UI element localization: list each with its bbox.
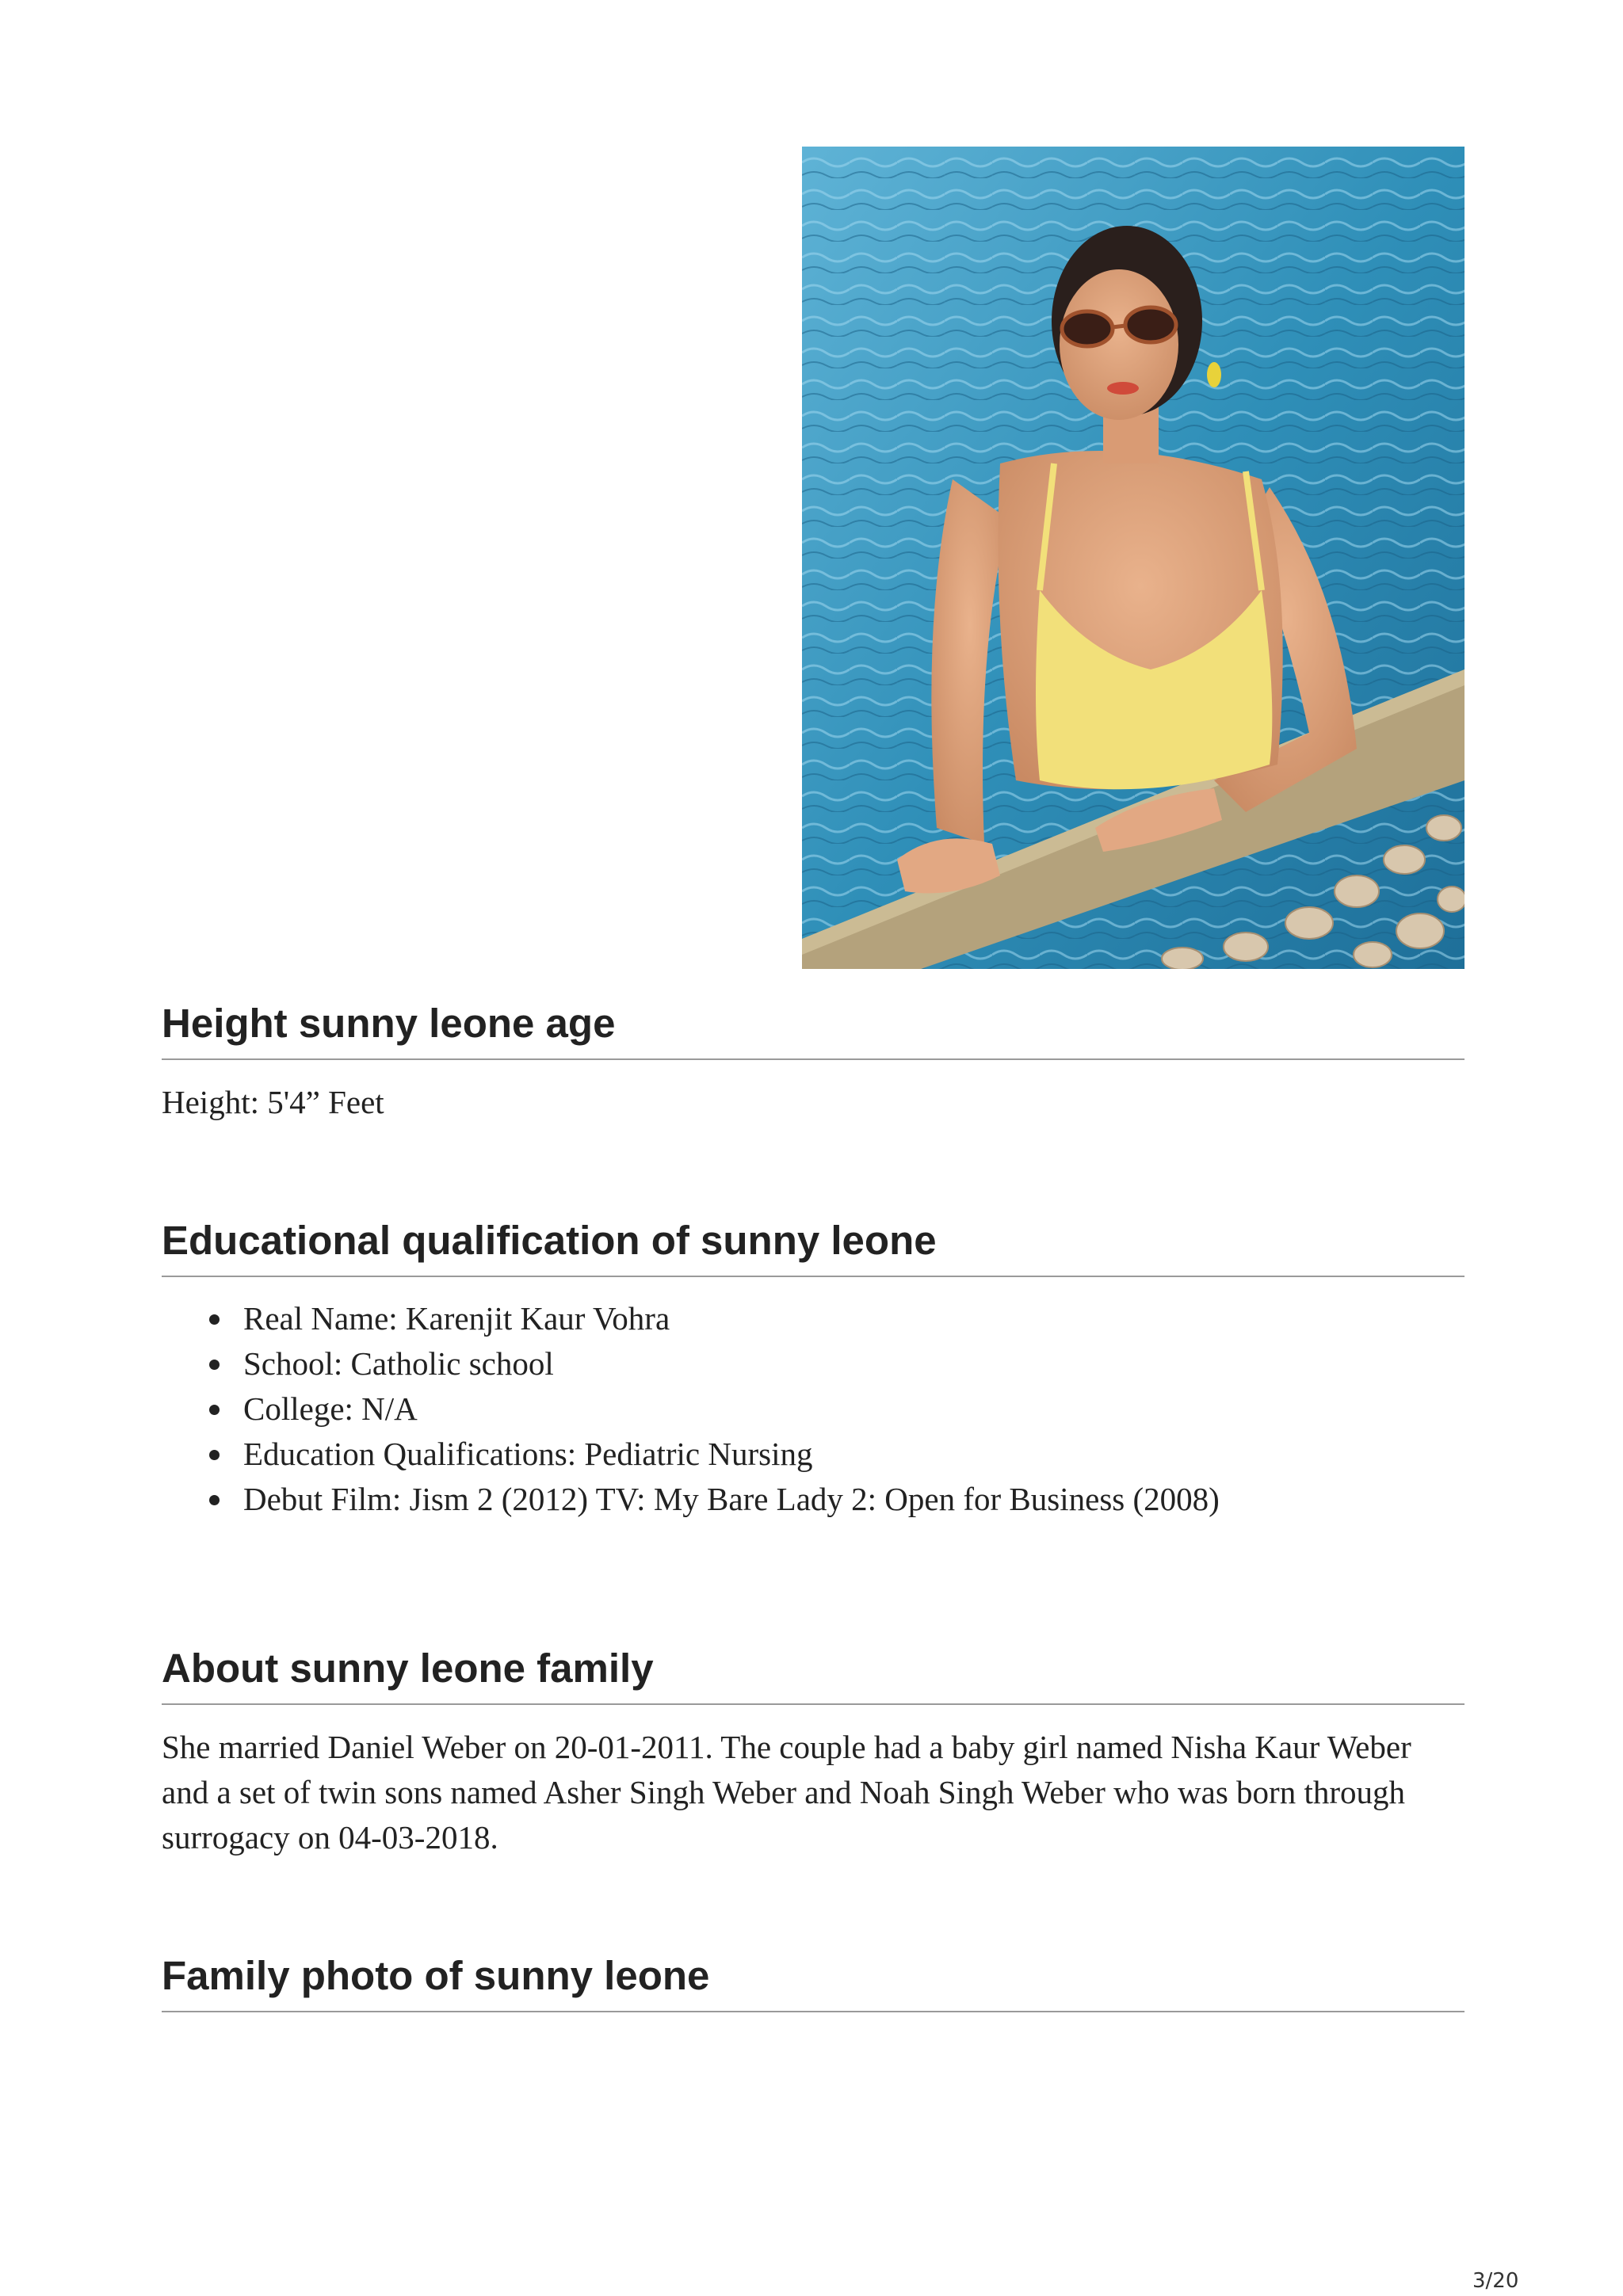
page-number: 3/20 [1472,2269,1519,2293]
height-heading: Height sunny leone age [162,1000,1465,1060]
family-heading: About sunny leone family [162,1645,1465,1705]
list-item-text: Real Name: Karenjit Kaur Vohra [243,1300,670,1337]
bullet-icon [209,1450,220,1460]
education-heading: Educational qualification of sunny leone [162,1217,1465,1277]
family-photo-heading: Family photo of sunny leone [162,1952,1465,2012]
swimsuit-photo [802,147,1465,969]
bullet-icon [209,1314,220,1325]
list-item [162,1341,1465,1386]
list-item-text: Education Qualifications: Pediatric Nursing [243,1436,813,1472]
list-item-text: School: Catholic school [243,1345,554,1382]
list-item-text: College: N/A [243,1390,418,1427]
list-item [162,1296,1465,1341]
height-text: Height: 5'4” Feet [162,1084,384,1120]
education-list [162,1296,1465,1522]
bullet-icon [209,1360,220,1370]
list-item-text: Debut Film: Jism 2 (2012) TV: My Bare Lady 2: Open for Business (2008) [243,1481,1220,1517]
list-item [162,1432,1465,1477]
bullet-icon [209,1495,220,1505]
list-item [162,1477,1465,1522]
list-item [162,1386,1465,1432]
bullet-icon [209,1405,220,1415]
family-text: She married Daniel Weber on 20-01-2011. The couple had a baby girl named Nisha Kaur Weber and a set of twin sons named Asher Singh Weber and Noah Singh Weber who was born through surrogacy on 04-03-2018. [162,1729,1411,1855]
